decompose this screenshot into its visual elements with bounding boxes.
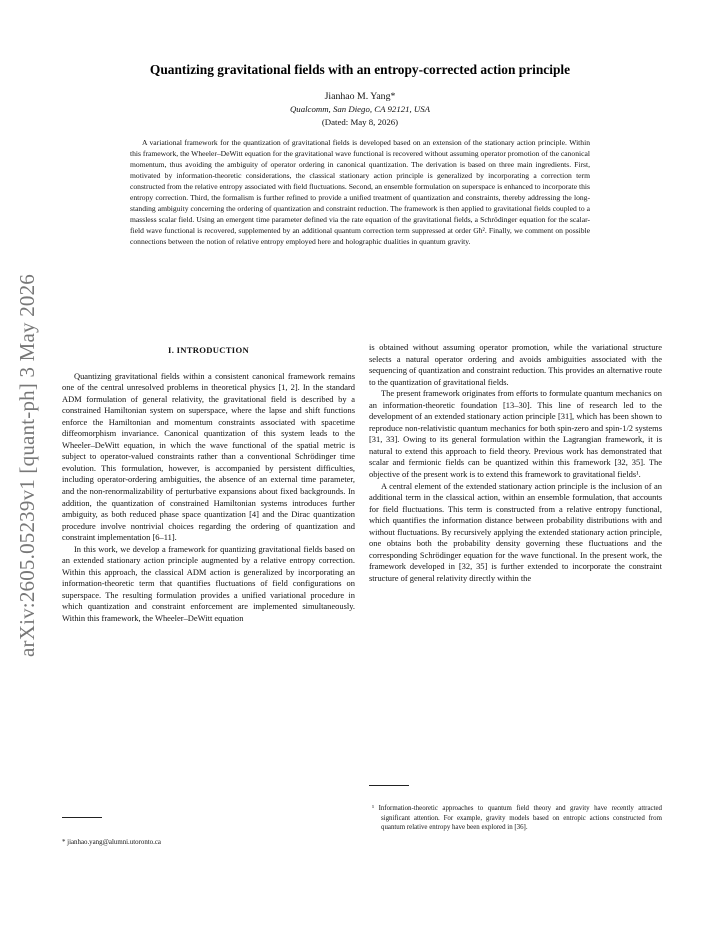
left-column: [62, 342, 355, 625]
paragraph: The present framework originates from efforts to formulate quantum mechanics on an information-theoretic foundation [13–30]. This line of research led to the development of an extended stationary action principle [31], which has been shown to reproduce non-relativistic quantum mechanics for both spin-zero and spin-1/2 systems [31, 33]. Owing to its general formulation within the Lagrangian framework, it is natural to extend this approach to field theory. Previous work has demonstrated that scalar and fermionic fields can be quantized within this framework [32, 35]. The objective of the present work is to extend this framework to gravitational fields¹.: [369, 388, 662, 480]
paper-title: Quantizing gravitational fields with an entropy-corrected action principle: [149, 62, 571, 77]
paragraph: In this work, we develop a framework for quantizing gravitational fields based on an extended stationary action principle augmented by a relative entropy correction. Within this approach, the classical ADM action is generalized by incorporating an information-theoretic term that quantifies fluctuations of field configurations on superspace. The resulting formulation provides a unified variational procedure in which quantization and constraint enforcement are implemented simultaneously. Within this framework, the Wheeler–DeWitt equation: [62, 543, 355, 624]
right-column: [369, 342, 662, 584]
author-email-footnote: * jianhao.yang@alumni.utoronto.ca: [62, 839, 161, 846]
arxiv-identifier-stamp: [10, 260, 46, 670]
paragraph: A central element of the extended stationary action principle is the inclusion of an additional term in the classical action, within an ensemble formulation, that accounts for field fluctuations. This term is constructed from a relative entropy functional, which quantifies the information distance between probability distributions with and without fluctuations. By recursively applying the extended stationary action principle, one obtains both the probability density governing these fluctuations and the corresponding Schrödinger equation for the wave functional. In the present work, the framework developed in [32, 35] is further extended to incorporate the constraint structure of general relativity directly within the: [369, 480, 662, 583]
arxiv-identifier-text: arXiv:2605.05239v1 [quant-ph] 3 May 2026: [15, 273, 40, 657]
abstract: A variational framework for the quantization of gravitational fields is developed based on an extension of the stationary action principle. Within this framework, the Wheeler–DeWitt equation for the gravitational wave functional is recovered without assuming operator promotion of the canonical momentum, thus avoiding the ambiguity of operator ordering in canonical quantization. The derivation is based on three main ingredients. First, motivated by information-theoretic considerations, the classical stationary action principle is generalized by incorporating a correction term constructed from the relative entropy associated with field fluctuations. Second, an ensemble formulation on superspace is enhanced to incorporate this entropy correction. Third, the formalism is further refined to provide a unified treatment of quantization and constraints, thereby addressing the long-standing ambiguity concerning the ordering of quantization and constraint reduction. The framework is then applied to gravitational fields coupled to a massless scalar field. Using an emergent time parameter defined via the rate equation of the gravitational fields, a Schrödinger equation for the scalar-field wave functional is recovered, supplemented by an additional quantum correction term suppressed at order Għ². Finally, we comment on possible connections between the notion of relative entropy employed here and holographic dualities in quantum gravity.: [130, 138, 590, 247]
footnote-rule: [62, 817, 102, 818]
footnote-rule: [369, 785, 409, 786]
author-name: Jianhao M. Yang*: [324, 91, 396, 102]
section-heading: I. INTRODUCTION: [168, 345, 249, 355]
footnote: ¹ Information-theoretic approaches to quantum field theory and gravity have recently attracted significant attention. For example, gravity models based on entropic actions constructed from quantum relative entropy have been explored in [36].: [372, 805, 662, 831]
paper-date: (Dated: May 8, 2026): [321, 117, 399, 127]
author-affiliation: Qualcomm, San Diego, CA 92121, USA: [289, 104, 431, 114]
paragraph: Quantizing gravitational fields within a consistent canonical framework remains one of the central unresolved problems in theoretical physics [1, 2]. In the standard ADM formulation of general relativity, the gravitational field is described by a constrained Hamiltonian system on superspace, where the lapse and shift functions enforce the Hamiltonian and momentum constraints associated with spacetime diffeomorphism invariance. Canonical quantization of this system leads to the Wheeler–DeWitt equation, in which the wave functional of the spatial metric is subject to operator-valued constraints rather than a conventional Schrödinger time evolution. This formulation, however, is accompanied by persistent difficulties, including operator-ordering ambiguities, the absence of an external time parameter, and the non-renormalizability of perturbative expansions about fixed backgrounds. In addition, the quantization of constrained Hamiltonian systems introduces further ambiguity, as both reduced phase space quantization [4] and the Dirac quantization procedure involve nontrivial choices regarding the ordering of quantization and constraint implementation [6–11].: [62, 370, 355, 543]
paragraph: is obtained without assuming operator promotion, while the variational structure selects a natural operator ordering and avoids ambiguities associated with the sequencing of quantization and constraint reduction. This provides an alternative route to the quantization of gravitational fields.: [369, 342, 662, 387]
